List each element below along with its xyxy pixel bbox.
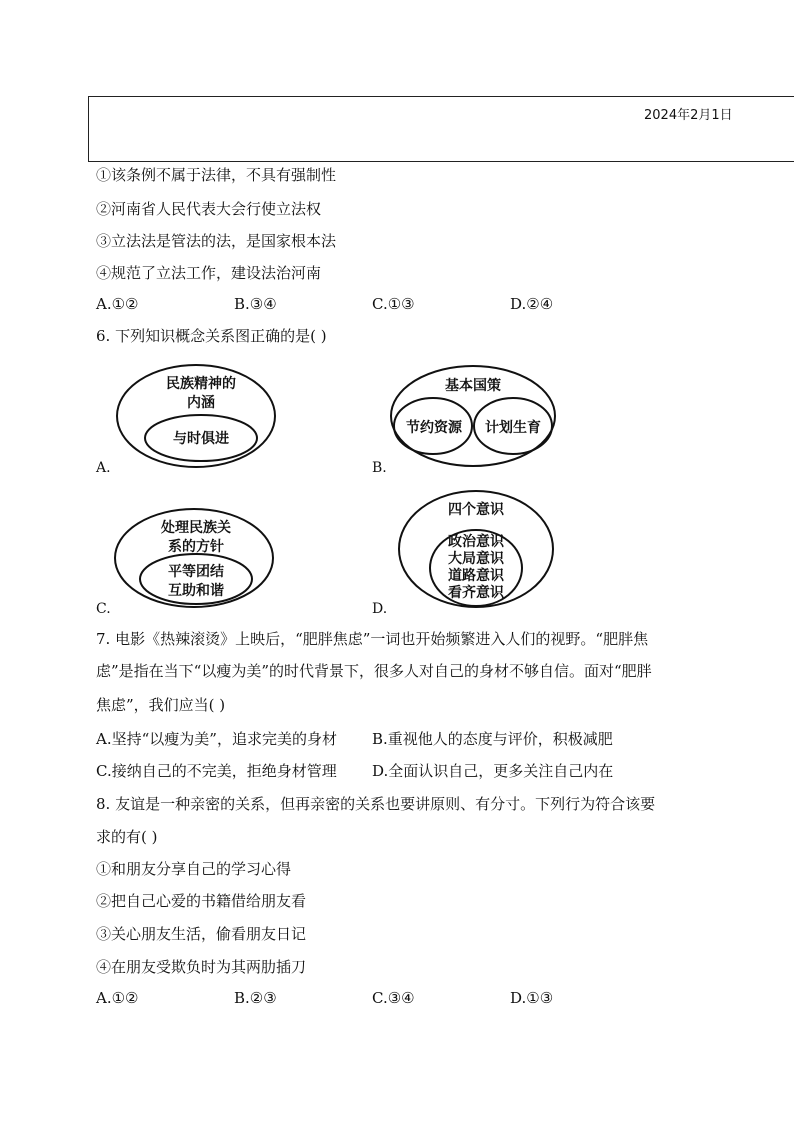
diagram-a-inner: 与时俱进: [173, 431, 229, 447]
diagram-a-outer-line1: 民族精神的: [166, 376, 236, 392]
q8-option-b: B.②③: [234, 989, 277, 1007]
diagram-a-label: A.: [96, 460, 111, 476]
q5-option-b: B.③④: [234, 295, 277, 313]
q6-stem: 6. 下列知识概念关系图正确的是( ): [96, 327, 327, 345]
q5-item-4: ④规范了立法工作，建设法治河南: [96, 264, 322, 282]
q8-item-1: ①和朋友分享自己的学习心得: [96, 860, 292, 878]
diagram-d-item-4: 看齐意识: [448, 585, 504, 601]
diagram-c: [114, 508, 276, 608]
q5-item-1: ①该条例不属于法律，不具有强制性: [96, 166, 337, 184]
diagram-c-label: C.: [96, 601, 111, 617]
q7-option-a: A.坚持“以瘦为美”，追求完美的身材: [96, 730, 337, 748]
q8-item-3: ③关心朋友生活，偷看朋友日记: [96, 925, 307, 943]
diagram-b-right: 计划生育: [485, 420, 541, 436]
q5-item-2: ②河南省人民代表大会行使立法权: [96, 200, 322, 218]
q8-stem-line2: 求的有( ): [96, 828, 158, 846]
q8-option-c: C.③④: [372, 989, 415, 1007]
diagram-b-left: 节约资源: [406, 420, 462, 436]
diagram-d: [398, 490, 554, 608]
header-date: 2024年2月1日: [644, 108, 733, 123]
q7-option-c: C.接纳自己的不完美，拒绝身材管理: [96, 762, 337, 780]
q5-option-d: D.②④: [510, 295, 554, 313]
diagram-a: [116, 364, 276, 470]
diagram-b-label: B.: [372, 460, 387, 476]
q7-option-b: B.重视他人的态度与评价，积极减肥: [372, 730, 613, 748]
diagram-c-inner-line2: 互助和谐: [168, 583, 224, 599]
diagram-d-item-2: 大局意识: [448, 551, 504, 567]
diagram-b: [390, 364, 556, 470]
diagram-d-outer: 四个意识: [448, 502, 504, 518]
q5-item-3: ③立法法是管法的法，是国家根本法: [96, 232, 337, 250]
q5-option-a: A.①②: [96, 295, 139, 313]
diagram-c-outer-line1: 处理民族关: [161, 520, 231, 536]
q8-item-4: ④在朋友受欺负时为其两肋插刀: [96, 958, 307, 976]
diagram-c-inner-line1: 平等团结: [168, 564, 224, 580]
diagram-d-item-1: 政治意识: [448, 534, 504, 550]
q7-stem-line3: 焦虑”，我们应当( ): [96, 696, 226, 714]
q8-stem-line1: 8. 友谊是一种亲密的关系，但再亲密的关系也要讲原则、有分寸。下列行为符合该要: [96, 795, 656, 813]
diagram-d-item-3: 道路意识: [448, 568, 504, 584]
q7-option-d: D.全面认识自己，更多关注自己内在: [372, 762, 614, 780]
q7-stem-line1: 7. 电影《热辣滚烫》上映后，“肥胖焦虑”一词也开始频繁进入人们的视野。“肥胖焦: [96, 630, 649, 648]
q7-stem-line2: 虑”是指在当下“以瘦为美”的时代背景下，很多人对自己的身材不够自信。面对“肥胖: [96, 662, 652, 680]
diagram-d-label: D.: [372, 601, 388, 617]
q8-option-a: A.①②: [96, 989, 139, 1007]
diagram-c-outer-line2: 系的方针: [168, 539, 224, 555]
diagram-b-outer: 基本国策: [445, 378, 501, 394]
q8-option-d: D.①③: [510, 989, 554, 1007]
q8-item-2: ②把自己心爱的书籍借给朋友看: [96, 892, 307, 910]
diagram-a-outer-line2: 内涵: [187, 395, 215, 411]
q5-option-c: C.①③: [372, 295, 415, 313]
